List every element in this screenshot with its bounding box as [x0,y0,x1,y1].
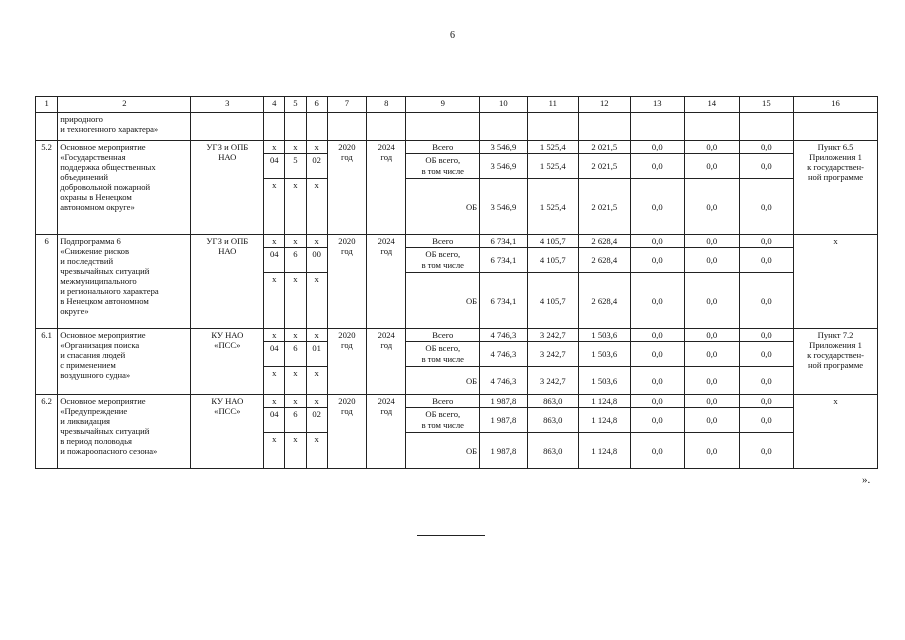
source-total-label: Всего [406,141,480,154]
budget-code-cell: x [306,273,327,329]
amount-cell: 3 546,9 [480,179,527,235]
row-number: 6.2 [36,395,58,469]
activity-name: Основное мероприятие «Организация поиска и спасания людей с применением воздушного судна» [58,329,191,395]
source-ob-label: ОБ [406,433,480,469]
col-header-8: 8 [367,97,406,113]
budget-code-cell: x [264,179,285,235]
amount-cell: 1 124,8 [579,433,630,469]
amount-cell: 1 987,8 [480,395,527,408]
amount-cell: 2 021,5 [579,154,630,179]
budget-code-cell: x [285,367,306,395]
amount-cell: 3 242,7 [527,329,578,342]
budget-code-cell: x [285,273,306,329]
empty-cell [367,113,406,141]
amount-cell: 1 503,6 [579,367,630,395]
source-total-label: Всего [406,395,480,408]
amount-cell: 1 525,4 [527,154,578,179]
row-number: 6.1 [36,329,58,395]
empty-cell [191,113,264,141]
amount-cell: 0,0 [630,433,685,469]
source-ob-label: ОБ [406,179,480,235]
budget-code-cell: 04 [264,342,285,367]
amount-cell: 0,0 [685,408,740,433]
col-header-11: 11 [527,97,578,113]
amount-cell: 1 525,4 [527,179,578,235]
budget-code-cell: x [264,367,285,395]
col-header-4: 4 [264,97,285,113]
empty-cell [285,113,306,141]
amount-cell: 3 242,7 [527,367,578,395]
source-total-label: Всего [406,235,480,248]
table-row [36,141,878,154]
amount-cell: 1 124,8 [579,395,630,408]
amount-cell: 2 021,5 [579,141,630,154]
separator-line [417,535,485,536]
activity-name: Подпрограмма 6 «Снижение рисков и последствий чрезвычайных ситуаций межмуниципального и регионального характера в Ненецком автономном округе» [58,235,191,329]
amount-cell: 0,0 [685,248,740,273]
budget-code-cell: x [306,329,327,342]
amount-cell: 0,0 [630,248,685,273]
amount-cell: 6 734,1 [480,273,527,329]
amount-cell: 2 628,4 [579,248,630,273]
budget-code-cell: 04 [264,154,285,179]
amount-cell: 0,0 [630,395,685,408]
amount-cell: 0,0 [685,367,740,395]
continuation-text: природного и техногенного характера» [58,113,191,141]
amount-cell: 0,0 [630,367,685,395]
amount-cell: 0,0 [739,342,794,367]
col-header-14: 14 [685,97,740,113]
empty-cell [527,113,578,141]
source-ob-total-label: ОБ всего, в том числе [406,154,480,179]
row-number: 6 [36,235,58,329]
row-number: 5.2 [36,141,58,235]
budget-code-cell: 01 [306,342,327,367]
source-ob-label: ОБ [406,273,480,329]
col-header-2: 2 [58,97,191,113]
budget-code-cell: 00 [306,248,327,273]
budget-code-cell: x [306,395,327,408]
amount-cell: 0,0 [630,141,685,154]
amount-cell: 2 021,5 [579,179,630,235]
amount-cell: 1 124,8 [579,408,630,433]
amount-cell: 0,0 [685,395,740,408]
budget-code-cell: x [264,273,285,329]
budget-code-cell: 04 [264,408,285,433]
budget-code-cell: x [306,141,327,154]
amount-cell: 6 734,1 [480,248,527,273]
budget-code-cell: x [285,329,306,342]
amount-cell: 4 746,3 [480,329,527,342]
source-ob-label: ОБ [406,367,480,395]
budget-code-cell: 5 [285,154,306,179]
budget-code-cell: x [306,367,327,395]
amount-cell: 2 628,4 [579,235,630,248]
executor: КУ НАО «ПСС» [191,395,264,469]
amount-cell: 3 546,9 [480,154,527,179]
amount-cell: 3 242,7 [527,342,578,367]
note: x [794,235,878,329]
amount-cell: 0,0 [685,433,740,469]
budget-code-cell: x [285,433,306,469]
amount-cell: 0,0 [630,154,685,179]
amount-cell: 0,0 [685,342,740,367]
col-header-6: 6 [306,97,327,113]
empty-cell [685,113,740,141]
budget-code-cell: 6 [285,248,306,273]
amount-cell: 0,0 [739,235,794,248]
col-header-1: 1 [36,97,58,113]
start-year: 2020 год [327,141,366,235]
budget-code-cell: x [264,141,285,154]
amount-cell: 1 987,8 [480,433,527,469]
amount-cell: 0,0 [739,395,794,408]
amount-cell: 0,0 [685,141,740,154]
end-year: 2024 год [367,235,406,329]
page-number: 6 [450,30,455,41]
amount-cell: 6 734,1 [480,235,527,248]
budget-code-cell: x [285,395,306,408]
amount-cell: 863,0 [527,395,578,408]
executor: КУ НАО «ПСС» [191,329,264,395]
amount-cell: 863,0 [527,408,578,433]
amount-cell: 0,0 [630,273,685,329]
budget-code-cell: x [306,235,327,248]
note: Пункт 7.2 Приложения 1 к государствен- ной программе [794,329,878,395]
source-total-label: Всего [406,329,480,342]
table-body [36,97,878,469]
amount-cell: 0,0 [739,179,794,235]
amount-cell: 1 987,8 [480,408,527,433]
budget-code-cell: 02 [306,408,327,433]
amount-cell: 0,0 [739,367,794,395]
amount-cell: 0,0 [739,273,794,329]
empty-cell [630,113,685,141]
budget-code-cell: x [264,433,285,469]
amount-cell: 0,0 [685,154,740,179]
col-header-3: 3 [191,97,264,113]
budget-code-cell: x [264,235,285,248]
amount-cell: 0,0 [685,329,740,342]
executor: УГЗ и ОПБ НАО [191,235,264,329]
amount-cell: 0,0 [630,329,685,342]
amount-cell: 4 105,7 [527,273,578,329]
amount-cell: 1 525,4 [527,141,578,154]
amount-cell: 0,0 [685,235,740,248]
start-year: 2020 год [327,395,366,469]
empty-cell [579,113,630,141]
amount-cell: 0,0 [630,235,685,248]
source-ob-total-label: ОБ всего, в том числе [406,248,480,273]
source-ob-total-label: ОБ всего, в том числе [406,408,480,433]
activity-name: Основное мероприятие «Государственная поддержка общественных объединений добровольной пожарной охраны в Ненецком автономном округе» [58,141,191,235]
empty-cell [406,113,480,141]
col-header-13: 13 [630,97,685,113]
empty-cell [480,113,527,141]
amount-cell: 0,0 [685,273,740,329]
budget-code-cell: x [306,179,327,235]
budget-code-cell: 6 [285,408,306,433]
budget-code-cell: x [306,433,327,469]
budget-code-cell: 02 [306,154,327,179]
amount-cell: 4 105,7 [527,248,578,273]
empty-cell [327,113,366,141]
amount-cell: 0,0 [739,141,794,154]
amount-cell: 4 746,3 [480,342,527,367]
budget-code-cell: x [264,395,285,408]
end-year: 2024 год [367,395,406,469]
amount-cell: 4 746,3 [480,367,527,395]
continuation-row [36,113,878,141]
table-row [36,329,878,342]
amount-cell: 0,0 [739,154,794,179]
amount-cell: 1 503,6 [579,329,630,342]
col-header-12: 12 [579,97,630,113]
source-ob-total-label: ОБ всего, в том числе [406,342,480,367]
empty-cell [264,113,285,141]
note: Пункт 6.5 Приложения 1 к государствен- ной программе [794,141,878,235]
budget-code-cell: 04 [264,248,285,273]
amount-cell: 1 503,6 [579,342,630,367]
amount-cell: 0,0 [739,329,794,342]
col-header-16: 16 [794,97,878,113]
col-header-5: 5 [285,97,306,113]
note: x [794,395,878,469]
amount-cell: 3 546,9 [480,141,527,154]
amount-cell: 0,0 [739,433,794,469]
amount-cell: 4 105,7 [527,235,578,248]
col-header-10: 10 [480,97,527,113]
budget-code-cell: x [264,329,285,342]
header-row [36,97,878,113]
empty-cell [306,113,327,141]
start-year: 2020 год [327,235,366,329]
start-year: 2020 год [327,329,366,395]
closing-mark: ». [862,474,871,486]
budget-code-cell: x [285,179,306,235]
empty-cell [36,113,58,141]
end-year: 2024 год [367,141,406,235]
table-row [36,235,878,248]
executor: УГЗ и ОПБ НАО [191,141,264,235]
col-header-15: 15 [739,97,794,113]
col-header-7: 7 [327,97,366,113]
empty-cell [794,113,878,141]
end-year: 2024 год [367,329,406,395]
amount-cell: 0,0 [630,408,685,433]
table-row [36,395,878,408]
budget-code-cell: x [285,141,306,154]
budget-code-cell: x [285,235,306,248]
amount-cell: 0,0 [630,342,685,367]
amount-cell: 2 628,4 [579,273,630,329]
amount-cell: 0,0 [685,179,740,235]
amount-cell: 0,0 [630,179,685,235]
empty-cell [739,113,794,141]
amount-cell: 0,0 [739,248,794,273]
amount-cell: 863,0 [527,433,578,469]
budget-code-cell: 6 [285,342,306,367]
col-header-9: 9 [406,97,480,113]
activity-name: Основное мероприятие «Предупреждение и ликвидация чрезвычайных ситуаций в период половодья и пожароопасного сезона» [58,395,191,469]
program-table [35,96,878,469]
amount-cell: 0,0 [739,408,794,433]
